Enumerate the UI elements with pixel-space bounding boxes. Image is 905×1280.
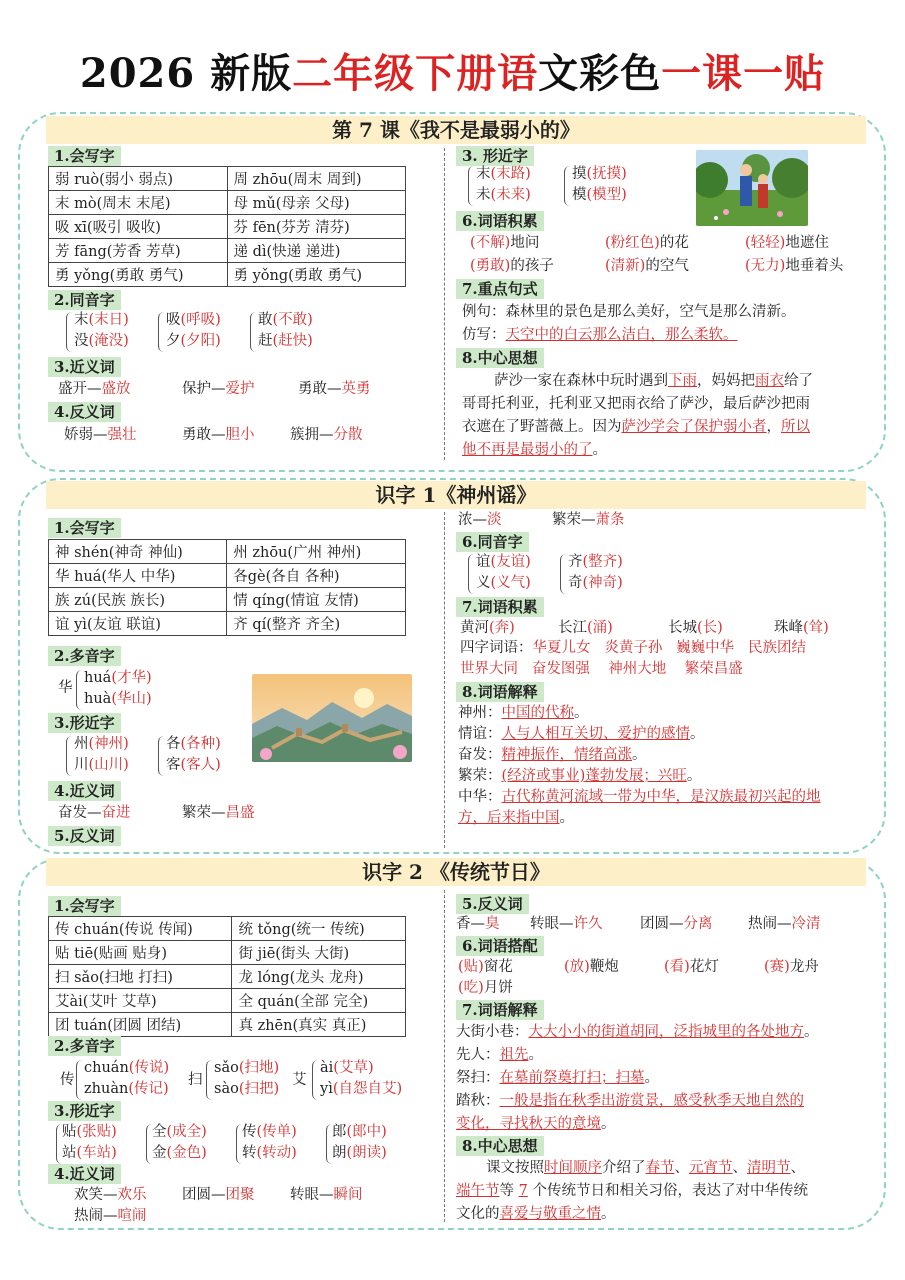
brace [250,312,256,352]
s2-syn-a: 欢笑—欢乐 [74,1187,147,1203]
table-cell: 末 mò(周末 末尾) [49,191,228,215]
s1-ant-b: 繁荣—萧条 [552,512,625,528]
table-row [49,941,406,965]
table-cell: 芳 fāng(芳香 芳草) [49,239,228,263]
brace [66,312,72,352]
table-row [49,1013,406,1037]
s2-center-l2: 端午节等 7 个传统节日和相关习俗，表达了对中华传统 [456,1183,808,1199]
l7-acc-3: (勇敢)的孩子 [470,258,554,274]
s1-def-2: 奋发：精神振作，情绪高涨。 [458,747,647,763]
table-row [49,239,406,263]
table-cell: 州 zhōu(广州 神州) [227,540,406,564]
great-wall-illustration [252,674,412,762]
s2-ant-c: 团圆—分离 [640,916,713,932]
s1-river-3: 珠峰(耸) [774,620,829,636]
s2-ant-a: 香—臭 [456,916,500,932]
s1-poly-char: 华 [58,680,73,696]
table-cell: 勇 yǒng(勇敢 勇气) [49,263,228,287]
l7-syn-a: 盛开—盛放 [58,381,131,397]
l7-syn-c: 勇敢—英勇 [298,381,371,397]
l7-sec-antonym: 4.反义词 [48,402,121,422]
table-cell: 母 mǔ(母亲 父母) [227,191,406,215]
l7-sec-similar: 3. 形近字 [456,146,534,166]
brace [158,736,164,776]
s1-four-row2: 世界大同 奋发图强 神州大地 繁荣昌盛 [460,661,743,677]
l7-word-table [48,166,406,287]
brace [468,554,474,594]
l7-acc-0: (不解)地问 [470,235,540,251]
s2-sim-1: 全(成全) 金(金色) [152,1124,207,1161]
lesson7-divider [444,148,445,460]
table-cell: 吸 xī(吸引 吸收) [49,215,228,239]
s1-word-table [48,539,406,636]
l7-ant-a: 娇弱—强壮 [64,427,137,443]
table-cell: 扫 sǎo(扫地 打扫) [49,965,232,989]
l7-center-l3: 衣遮在了野蔷薇上。因为萨沙学会了保护弱小者，所以 [462,419,810,435]
s2-sec-polyphone: 2.多音字 [48,1036,121,1056]
s2-coll-4: (吃)月饼 [458,980,513,996]
s2-def-0: 大街小巷：大大小小的街道胡同，泛指城里的各处地方。 [456,1024,819,1040]
table-cell: 艾ài(艾叶 艾草) [49,989,232,1013]
table-cell: 贴 tiē(贴画 贴身) [49,941,232,965]
l7-sec-accumulate: 6.词语积累 [456,211,544,231]
l7-acc-4: (清新)的空气 [605,258,689,274]
l7-hom-b: 吸(呼吸) 夕(夕阳) [166,312,221,349]
s2-sec-similar: 3.形近字 [48,1101,121,1121]
l7-sec-sentence: 7.重点句式 [456,279,544,299]
s1-ant-a: 浓—淡 [458,512,502,528]
s1-syn-b: 繁荣—昌盛 [182,805,255,821]
brace [468,166,474,206]
table-cell: 周 zhōu(周末 周到) [227,167,406,191]
brace [66,736,72,776]
brace [560,554,566,594]
table-cell: 齐 qí(整齐 齐全) [227,612,406,636]
s1-river-0: 黄河(奔) [460,620,515,636]
table-row [49,965,406,989]
s1-sec-polyphone: 2.多音字 [48,646,121,666]
s1-def-0: 神州：中国的代称。 [458,705,589,721]
s2-coll-2: (看)花灯 [664,959,719,975]
s2-coll-1: (放)鞭炮 [564,959,619,975]
s1-def-5: 方，后来指中国。 [458,810,574,826]
s1-river-2: 长城(长) [668,620,723,636]
l7-ant-c: 簇拥—分散 [290,427,363,443]
s1-sec-similar: 3.形近字 [48,713,121,733]
table-cell: 族 zú(民族 族长) [49,588,227,612]
s2-poly-char-2: 艾 [292,1072,307,1088]
s2-center-l3: 文化的喜爱与敬重之情。 [456,1206,616,1222]
brace [76,670,82,710]
brace [76,1060,82,1100]
s2-sim-0: 贴(张贴) 站(车站) [62,1124,117,1161]
s1-sim-a: 州(神州) 川(山川) [74,736,129,773]
s2-sec-synonym: 4.近义词 [48,1164,121,1184]
l7-center-l4: 他不再是最弱小的了。 [462,442,607,458]
l7-acc-1: (粉红色)的花 [605,235,689,251]
table-cell: 勇 yǒng(勇敢 勇气) [227,263,406,287]
shizi2-header: 识字 2 《传统节日》 [46,858,866,886]
l7-hom-c: 敢(不敢) 赶(赶快) [258,312,313,349]
s1-poly: huá(才华) huà(华山) [84,670,152,707]
s2-poly-char-1: 扫 [188,1072,203,1088]
table-cell: 芬 fēn(芬芳 清芬) [227,215,406,239]
table-cell: 华 huá(华人 中华) [49,564,227,588]
s1-hom-a: 谊(友谊) 义(义气) [476,554,531,591]
s2-sim-3: 郎(郎中) 朗(朗读) [332,1124,387,1161]
s2-sec-write: 1.会写字 [48,896,121,916]
l7-sec-synonym: 3.近义词 [48,357,121,377]
s1-syn-a: 奋发—奋进 [58,805,131,821]
l7-sim-b: 摸(抚摸) 模(模型) [572,166,627,203]
table-cell: 统 tǒng(统一 传统) [232,917,406,941]
table-row [49,540,406,564]
l7-acc-2: (轻轻)地遮住 [745,235,829,251]
s2-syn-c: 转眼—瞬间 [290,1187,363,1203]
table-cell: 谊 yì(友谊 联谊) [49,612,227,636]
s1-sec-synonym: 4.近义词 [48,781,121,801]
l7-sim-a: 末(末路) 未(未来) [476,166,531,203]
shizi1-header: 识字 1《神州谣》 [46,481,866,509]
s2-def-3: 踏秋：一般是指在秋季出游赏景，感受秋季天地自然的 [456,1093,804,1109]
table-cell: 传 chuán(传说 传闻) [49,917,232,941]
brace [158,312,164,352]
s1-sec-antonym: 5.反义词 [48,826,121,846]
l7-center-l1: 萨沙一家在森林中玩时遇到下雨，妈妈把雨衣给了 [494,373,813,389]
lesson7-header: 第 7 课《我不是最弱小的》 [46,116,866,144]
s2-def-1: 先人：祖先。 [456,1047,543,1063]
s2-def-4: 变化，寻找秋天的意境。 [456,1116,616,1132]
s2-sec-center: 8.中心思想 [456,1136,544,1156]
table-row [49,564,406,588]
l7-sec-write: 1.会写字 [48,146,121,166]
l7-example: 例句：森林里的景色是那么美好，空气是那么清新。 [462,304,796,320]
s2-sec-define: 7.词语解释 [456,1000,544,1020]
l7-sec-center: 8.中心思想 [456,348,544,368]
s2-def-2: 祭扫：在墓前祭奠打扫；扫墓。 [456,1070,659,1086]
table-cell: 街 jiē(街头 大街) [232,941,406,965]
table-row [49,989,406,1013]
s2-ant-d: 热闹—冷清 [748,916,821,932]
table-cell: 弱 ruò(弱小 弱点) [49,167,228,191]
s2-sim-2: 传(传单) 转(转动) [242,1124,297,1161]
brace [312,1060,318,1100]
table-row [49,215,406,239]
table-row [49,191,406,215]
s1-river-1: 长江(涌) [558,620,613,636]
l7-ant-b: 勇敢—胆小 [182,427,255,443]
l7-hom-a: 末(末日) 没(淹没) [74,312,129,349]
s1-sec-accumulate: 7.词语积累 [456,597,544,617]
s2-ant-b: 转眼—许久 [530,916,603,932]
table-cell: 神 shén(神奇 神仙) [49,540,227,564]
s2-poly-0: chuán(传说) zhuàn(传记) [84,1060,170,1097]
table-cell: 真 zhēn(真实 真正) [232,1013,406,1037]
table-cell: 龙 lóng(龙头 龙舟) [232,965,406,989]
s2-word-table [48,916,406,1037]
s1-def-3: 繁荣：(经济或事业)蓬勃发展；兴旺。 [458,768,702,784]
table-cell: 全 quán(全部 完全) [232,989,406,1013]
s2-center-l1: 课文按照时间顺序介绍了春节、元宵节、清明节、 [486,1160,805,1176]
s2-syn-b: 团圆—团聚 [182,1187,255,1203]
s2-sec-antonym: 5.反义词 [456,894,529,914]
table-row [49,917,406,941]
s2-poly-2: ài(艾草) yì(自怨自艾) [320,1060,403,1097]
table-cell: 递 dì(快递 递进) [227,239,406,263]
s1-def-4: 中华：古代称黄河流域一带为中华，是汉族最初兴起的地 [458,789,821,805]
s1-sec-write: 1.会写字 [48,518,121,538]
s2-coll-0: (贴)窗花 [458,959,513,975]
table-row [49,167,406,191]
s1-sec-define: 8.词语解释 [456,682,544,702]
s2-poly-char-0: 传 [60,1072,75,1088]
l7-center-l2: 哥哥托利亚，托利亚又把雨衣给了萨沙，最后萨沙把雨 [462,396,810,412]
page-title: 2026 新版二年级下册语文彩色一课一贴 [79,50,826,97]
table-row [49,612,406,636]
table-row [49,588,406,612]
table-row [49,263,406,287]
s1-four-row1: 四字词语：华夏儿女 炎黄子孙 巍巍中华 民族团结 [460,640,806,656]
forest-family-illustration [696,150,808,226]
s2-coll-3: (赛)龙舟 [764,959,819,975]
shizi1-divider [444,512,445,848]
brace [206,1060,212,1100]
l7-syn-b: 保护—爱护 [182,381,255,397]
s1-sec-homophone: 6.同音字 [456,532,529,552]
shizi2-divider [444,890,445,1222]
s2-poly-1: sǎo(扫地) sào(扫把) [214,1060,280,1097]
s1-sim-b: 各(各种) 客(客人) [166,736,221,773]
brace [564,166,570,206]
s2-syn-d: 热闹—喧闹 [74,1208,147,1224]
table-cell: 各gè(各自 各种) [227,564,406,588]
s1-hom-b: 齐(整齐) 奇(神奇) [568,554,623,591]
s2-sec-collocation: 6.词语搭配 [456,936,544,956]
l7-acc-5: (无力)地垂着头 [745,258,844,274]
l7-sec-homophone: 2.同音字 [48,290,121,310]
table-cell: 团 tuán(团圆 团结) [49,1013,232,1037]
table-cell: 情 qíng(情谊 友情) [227,588,406,612]
s1-def-1: 情谊：人与人相互关切、爱护的感情。 [458,726,705,742]
l7-imitate: 仿写：天空中的白云那么洁白，那么柔软。 [462,327,738,343]
